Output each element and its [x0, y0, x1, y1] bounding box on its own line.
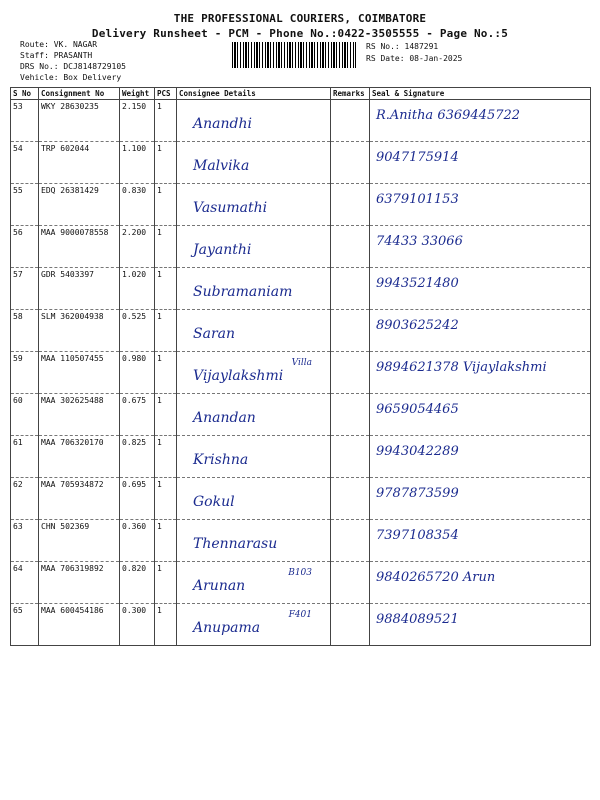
- cell-consignment-no: WKY 28630235: [39, 100, 120, 142]
- company-title: THE PROFESSIONAL COURIERS, COIMBATORE: [173, 12, 427, 25]
- cell-remarks: [331, 184, 370, 226]
- cell-consignee: [177, 100, 331, 142]
- barcode: [232, 42, 356, 68]
- cell-consignment-no: MAA 706319892: [39, 562, 120, 604]
- cell-weight: 0.830: [120, 184, 155, 226]
- cell-pcs: 1: [155, 604, 177, 646]
- consignee-name: Vijaylakshmi: [193, 368, 284, 384]
- consignee-name: Gokul: [193, 494, 235, 510]
- cell-sno: 56: [11, 226, 39, 268]
- cell-consignee: [177, 142, 331, 184]
- cell-signature: [370, 184, 591, 226]
- table-row: [11, 394, 591, 436]
- cell-remarks: [331, 562, 370, 604]
- cell-remarks: [331, 352, 370, 394]
- cell-signature: [370, 520, 591, 562]
- cell-consignee: [177, 520, 331, 562]
- cell-sno: 59: [11, 352, 39, 394]
- col-pcs: PCS: [155, 88, 177, 100]
- col-consignment: Consignment No: [39, 88, 120, 100]
- cell-signature: [370, 226, 591, 268]
- cell-sno: 53: [11, 100, 39, 142]
- cell-remarks: [331, 604, 370, 646]
- table-row: [11, 184, 591, 226]
- table-row: [11, 478, 591, 520]
- table-row: [11, 436, 591, 478]
- cell-weight: 2.200: [120, 226, 155, 268]
- cell-remarks: [331, 310, 370, 352]
- cell-consignee: [177, 562, 331, 604]
- cell-sno: 55: [11, 184, 39, 226]
- table-row: [11, 100, 591, 142]
- consignee-name: Jayanthi: [193, 242, 252, 258]
- signature-text: 9047175914: [376, 150, 459, 165]
- signature-text: 9894621378 Vijaylakshmi: [376, 360, 547, 375]
- cell-pcs: 1: [155, 142, 177, 184]
- signature-text: 9943521480: [376, 276, 459, 291]
- cell-signature: [370, 268, 591, 310]
- table-row: [11, 562, 591, 604]
- signature-text: 6379101153: [376, 192, 459, 207]
- rs-number: RS No.: 1487291: [366, 42, 439, 51]
- cell-sno: 63: [11, 520, 39, 562]
- cell-sno: 60: [11, 394, 39, 436]
- cell-weight: 0.360: [120, 520, 155, 562]
- consignee-name: Arunan: [193, 578, 246, 594]
- col-weight: Weight: [120, 88, 155, 100]
- cell-weight: 2.150: [120, 100, 155, 142]
- cell-sno: 57: [11, 268, 39, 310]
- cell-consignee: [177, 268, 331, 310]
- cell-signature: [370, 142, 591, 184]
- col-sno: S No: [11, 88, 39, 100]
- cell-weight: 0.525: [120, 310, 155, 352]
- cell-pcs: 1: [155, 478, 177, 520]
- consignee-name: Krishna: [193, 452, 249, 468]
- signature-text: 8903625242: [376, 318, 459, 333]
- cell-consignee: [177, 478, 331, 520]
- cell-sno: 65: [11, 604, 39, 646]
- cell-remarks: [331, 436, 370, 478]
- cell-consignee: [177, 184, 331, 226]
- cell-pcs: 1: [155, 100, 177, 142]
- cell-weight: 0.820: [120, 562, 155, 604]
- signature-text: 9659054465: [376, 402, 459, 417]
- cell-signature: [370, 562, 591, 604]
- cell-consignee: [177, 604, 331, 646]
- cell-sno: 54: [11, 142, 39, 184]
- table-header: [11, 88, 591, 100]
- cell-consignment-no: MAA 706320170: [39, 436, 120, 478]
- flat-note: F401: [288, 610, 312, 620]
- signature-text: 74433 33066: [376, 234, 463, 249]
- flat-note: Villa: [291, 358, 312, 368]
- cell-signature: [370, 100, 591, 142]
- consignee-name: Vasumathi: [193, 200, 268, 216]
- route-label: Route: VK. NAGAR: [20, 40, 98, 49]
- signature-text: 9943042289: [376, 444, 459, 459]
- table-row: [11, 604, 591, 646]
- cell-consignee: [177, 352, 331, 394]
- cell-pcs: 1: [155, 184, 177, 226]
- cell-signature: [370, 310, 591, 352]
- cell-remarks: [331, 142, 370, 184]
- cell-consignment-no: TRP 602044: [39, 142, 120, 184]
- signature-text: 7397108354: [376, 528, 459, 543]
- consignee-name: Malvika: [193, 158, 250, 174]
- cell-signature: [370, 436, 591, 478]
- signature-text: R.Anitha 6369445722: [376, 108, 521, 123]
- cell-pcs: 1: [155, 394, 177, 436]
- cell-consignment-no: MAA 705934872: [39, 478, 120, 520]
- cell-signature: [370, 604, 591, 646]
- consignee-name: Anupama: [193, 620, 261, 636]
- cell-pcs: 1: [155, 352, 177, 394]
- table-row: [11, 268, 591, 310]
- rs-date: RS Date: 08-Jan-2025: [366, 54, 463, 63]
- table-row: [11, 226, 591, 268]
- cell-consignment-no: MAA 600454186: [39, 604, 120, 646]
- consignee-name: Anandan: [193, 410, 256, 426]
- cell-remarks: [331, 520, 370, 562]
- consignee-name: Anandhi: [193, 116, 252, 132]
- cell-signature: [370, 394, 591, 436]
- cell-remarks: [331, 478, 370, 520]
- cell-consignee: [177, 226, 331, 268]
- runsheet-subtitle: Delivery Runsheet - PCM - Phone No.:0422-3505555 - Page No.:5: [91, 27, 509, 40]
- table-row: [11, 142, 591, 184]
- cell-weight: 0.980: [120, 352, 155, 394]
- cell-consignee: [177, 436, 331, 478]
- cell-pcs: 1: [155, 520, 177, 562]
- cell-consignment-no: MAA 302625488: [39, 394, 120, 436]
- table-row: [11, 310, 591, 352]
- drs-number: DRS No.: DCJ8148729105: [20, 62, 126, 71]
- cell-consignee: [177, 310, 331, 352]
- cell-weight: 0.825: [120, 436, 155, 478]
- cell-weight: 0.300: [120, 604, 155, 646]
- cell-consignment-no: MAA 110507455: [39, 352, 120, 394]
- flat-note: B103: [288, 568, 312, 578]
- consignee-name: Thennarasu: [193, 536, 278, 552]
- table-row: [11, 352, 591, 394]
- cell-pcs: 1: [155, 268, 177, 310]
- cell-pcs: 1: [155, 310, 177, 352]
- cell-pcs: 1: [155, 226, 177, 268]
- cell-pcs: 1: [155, 562, 177, 604]
- cell-sno: 58: [11, 310, 39, 352]
- cell-pcs: 1: [155, 436, 177, 478]
- cell-remarks: [331, 226, 370, 268]
- cell-sno: 61: [11, 436, 39, 478]
- table-row: [11, 520, 591, 562]
- cell-consignment-no: EDQ 26381429: [39, 184, 120, 226]
- cell-remarks: [331, 394, 370, 436]
- cell-weight: 1.100: [120, 142, 155, 184]
- signature-text: 9787873599: [376, 486, 459, 501]
- cell-consignment-no: GDR 5403397: [39, 268, 120, 310]
- cell-consignment-no: CHN 502369: [39, 520, 120, 562]
- col-consignee: Consignee Details: [177, 88, 331, 100]
- cell-weight: 0.675: [120, 394, 155, 436]
- cell-consignment-no: SLM 362004938: [39, 310, 120, 352]
- signature-text: 9884089521: [376, 612, 459, 627]
- vehicle-label: Vehicle: Box Delivery: [20, 73, 122, 82]
- cell-sno: 64: [11, 562, 39, 604]
- cell-signature: [370, 478, 591, 520]
- col-seal-signature: Seal & Signature: [370, 88, 591, 100]
- staff-label: Staff: PRASANTH: [20, 51, 93, 60]
- cell-weight: 1.020: [120, 268, 155, 310]
- signature-text: 9840265720 Arun: [376, 570, 496, 585]
- cell-remarks: [331, 268, 370, 310]
- cell-sno: 62: [11, 478, 39, 520]
- cell-signature: [370, 352, 591, 394]
- cell-consignee: [177, 394, 331, 436]
- consignee-name: Saran: [193, 326, 235, 342]
- consignee-name: Subramaniam: [193, 284, 293, 300]
- col-remarks: Remarks: [331, 88, 370, 100]
- cell-weight: 0.695: [120, 478, 155, 520]
- runsheet-table: [10, 87, 591, 646]
- cell-remarks: [331, 100, 370, 142]
- cell-consignment-no: MAA 9000078558: [39, 226, 120, 268]
